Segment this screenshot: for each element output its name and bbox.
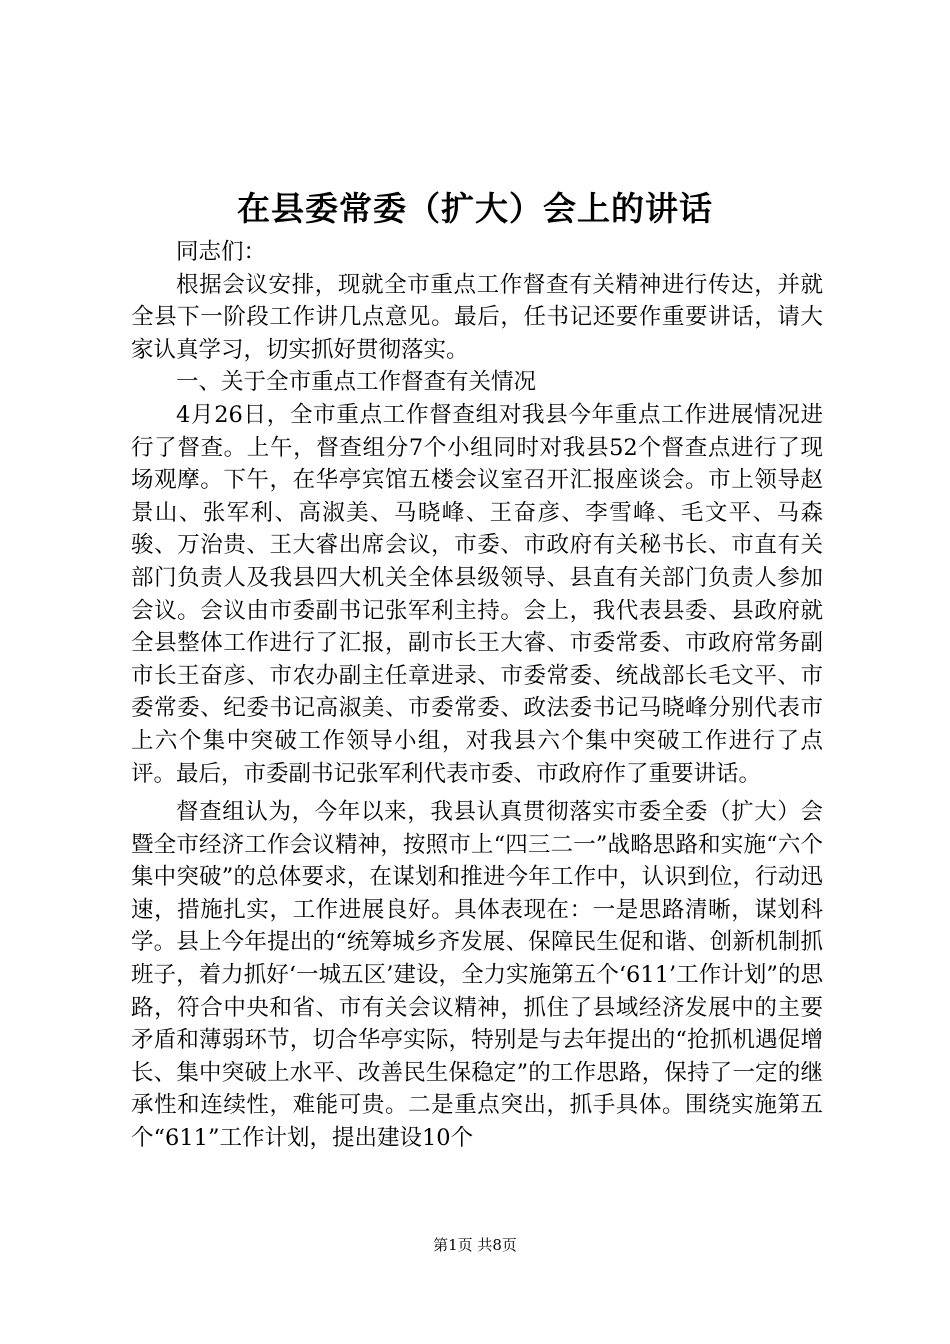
document-body <box>131 236 823 1155</box>
salutation-paragraph: 同志们： <box>176 239 267 265</box>
section-heading: 一、关于全市重点工作督查有关情况 <box>176 369 537 396</box>
body-paragraph: 督查组认为，今年以来，我县认真贯彻落实市委全委（扩大）会暨全市经济工作会议精神，按照市上“四三二一”战略思路和实施“六个集中突破”的总体要求，在谋划和推进今年工作中，认识到位，行动迅速，措施扎实，工作进展良好。具体表现在：一是思路清晰，谋划科学。县上今年提出的“统筹城乡齐发展、保障民生促和谐、创新机制抓班子，着力抓好‘一城五区’建设，全力实施第五个‘611’工作计划”的思路，符合中央和省、市有关会议精神，抓住了县域经济发展中的主要矛盾和薄弱环节，切合华亭实际，特别是与去年提出的“抢抓机遇促增长、集中突破上水平、改善民生保稳定”的工作思路，保持了一定的继承性和连续性，难能可贵。二是重点突出，抓手具体。围绕实施第五个“611”工作计划，提出建设10个 <box>131 799 823 1152</box>
page-number-footer: 第1页 共8页 <box>433 1236 517 1254</box>
document-title: 在县委常委（扩大）会上的讲话 <box>237 189 713 228</box>
body-paragraph: 4月26日，全市重点工作督查组对我县今年重点工作进展情况进行了督查。上午，督查组分7个小组同时对我县52个督查点进行了现场观摩。下午，在华亭宾馆五楼会议室召开汇报座谈会。市上领导赵景山、张军利、高淑美、马晓峰、王奋彦、李雪峰、毛文平、马森骏、万治贵、王大睿出席会议，市委、市政府有关秘书长、市直有关部门负责人及我县四大机关全体县级领导、县直有关部门负责人参加会议。会议由市委副书记张军利主持。会上，我代表县委、县政府就全县整体工作进行了汇报，副市长王大睿、市委常委、市政府常务副市长王奋彦、市农办副主任章进录、市委常委、统战部长毛文平、市委常委、纪委书记高淑美、市委常委、政法委书记马晓峰分别代表市上六个集中突破工作领导小组，对我县六个集中突破工作进行了点评。最后，市委副书记张军利代表市委、市政府作了重要讲话。 <box>131 401 823 787</box>
intro-paragraph: 根据会议安排，现就全市重点工作督查有关精神进行传达，并就全县下一阶段工作讲几点意见。最后，任书记还要作重要讲话，请大家认真学习，切实抓好贯彻落实。 <box>131 271 823 363</box>
